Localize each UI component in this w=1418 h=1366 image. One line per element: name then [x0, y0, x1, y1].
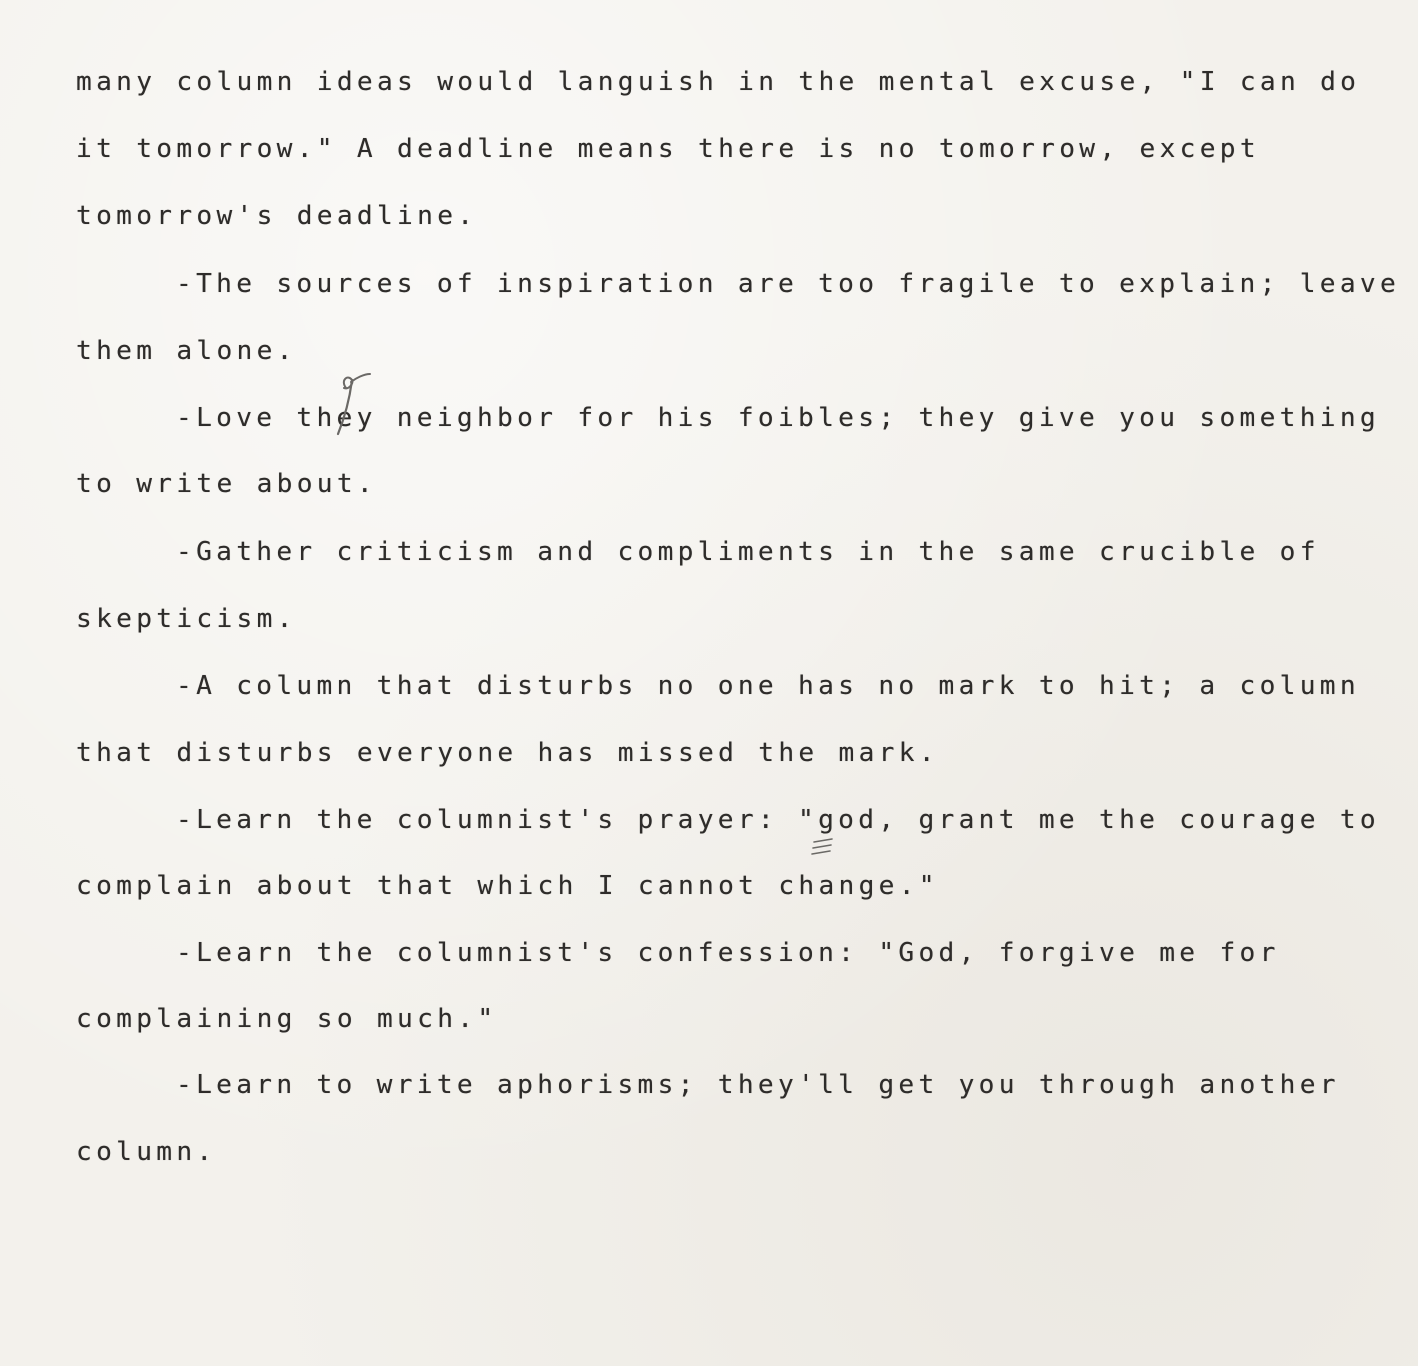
text-line: -Learn the columnist's prayer: "god, grant me the courage to: [176, 805, 1380, 835]
text-line: them alone.: [76, 336, 297, 366]
text-line: complain about that which I cannot change.": [76, 871, 939, 901]
text-line: to write about.: [76, 469, 377, 499]
text-line: it tomorrow." A deadline means there is no tomorrow, except: [76, 134, 1260, 164]
text-line: -Learn to write aphorisms; they'll get you through another: [176, 1070, 1340, 1100]
text-line: column.: [76, 1137, 217, 1167]
capitalization-mark: [808, 834, 838, 860]
text-line: skepticism.: [76, 604, 297, 634]
text-line: -The sources of inspiration are too fragile to explain; leave: [176, 269, 1401, 299]
text-line: -Love they neighbor for his foibles; they give you something: [176, 403, 1380, 433]
text-line: -A column that disturbs no one has no mark to hit; a column: [176, 671, 1360, 701]
text-line: -Gather criticism and compliments in the same crucible of: [176, 537, 1320, 567]
text-line: complaining so much.": [76, 1004, 498, 1034]
text-line: many column ideas would languish in the mental excuse, "I can do: [76, 67, 1361, 97]
text-line: that disturbs everyone has missed the mark.: [76, 738, 939, 768]
text-line: -Learn the columnist's confession: "God, forgive me for: [176, 938, 1280, 968]
text-line: tomorrow's deadline.: [76, 201, 478, 231]
